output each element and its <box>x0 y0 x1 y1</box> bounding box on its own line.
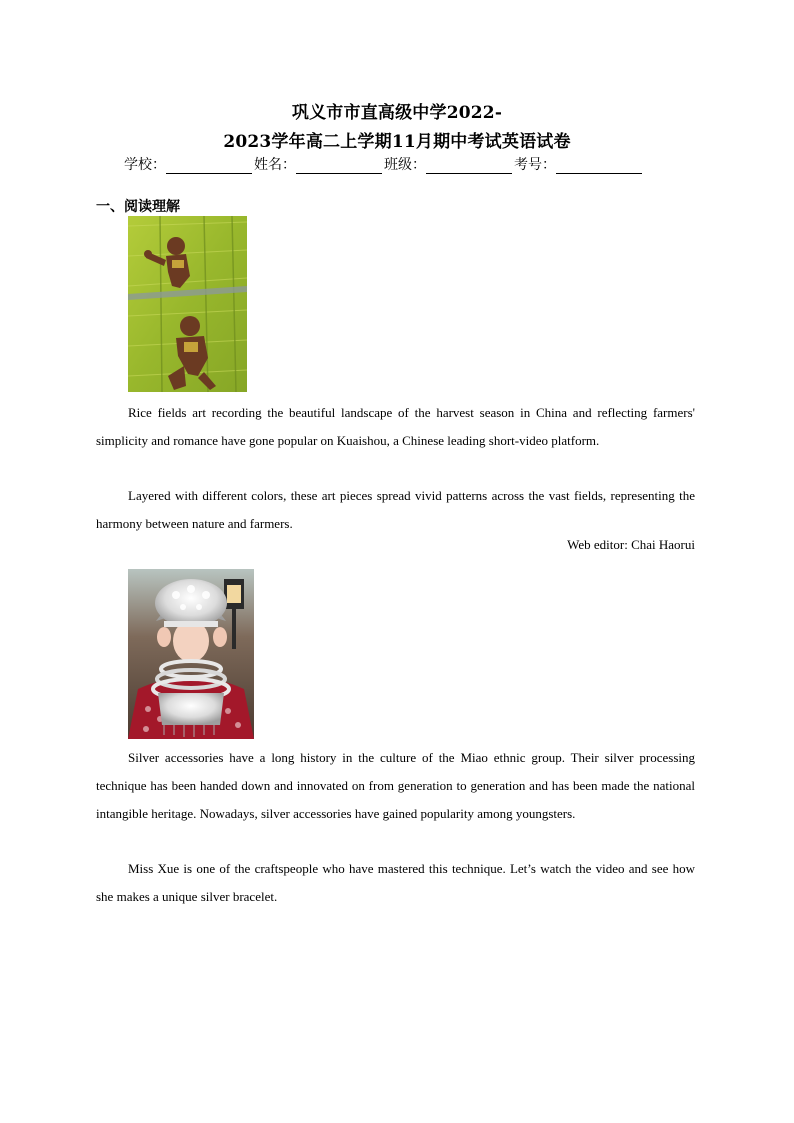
school-blank <box>166 159 252 174</box>
miao-silver-accessories-photo <box>128 569 254 739</box>
class-label: 班级： <box>384 157 426 173</box>
school-label: 学校： <box>124 157 166 173</box>
name-label: 姓名： <box>254 157 296 173</box>
student-info-fields <box>124 154 684 174</box>
section-heading: 一、阅读理解 <box>96 199 180 215</box>
exam-number-label: 考号： <box>514 157 556 173</box>
article-paragraph-1: Rice fields art recording the beautiful landscape of the harvest season in China and reflecting farmers' simplicity and romance have gone popular on Kuaishou, a Chinese leading short-video platform. <box>96 405 695 448</box>
web-editor-credit: Web editor: Chai Haorui <box>567 537 695 552</box>
article-paragraph-2: Layered with different colors, these art pieces spread vivid patterns across the vast fields, representing the harmony between nature and farmers. <box>96 488 695 531</box>
article-paragraph-3: Silver accessories have a long history in the culture of the Miao ethnic group. Their silver processing technique has been handed down and innovated on from generation to generation and has been made the national intangible heritage. Nowadays, silver accessories have gained popularity among youngsters. <box>96 750 695 821</box>
exam-title-line1: 巩义市市直高级中学2022- <box>291 103 503 123</box>
exam-number-blank <box>556 159 642 174</box>
article-paragraph-4: Miss Xue is one of the craftspeople who have mastered this technique. Let’s watch the video and see how she makes a unique silver bracelet. <box>96 861 695 904</box>
exam-title-line2: 2023学年高二上学期11月期中考试英语试卷 <box>223 132 571 152</box>
rice-field-art-photo <box>128 216 247 392</box>
class-blank <box>426 159 512 174</box>
name-blank <box>296 159 382 174</box>
